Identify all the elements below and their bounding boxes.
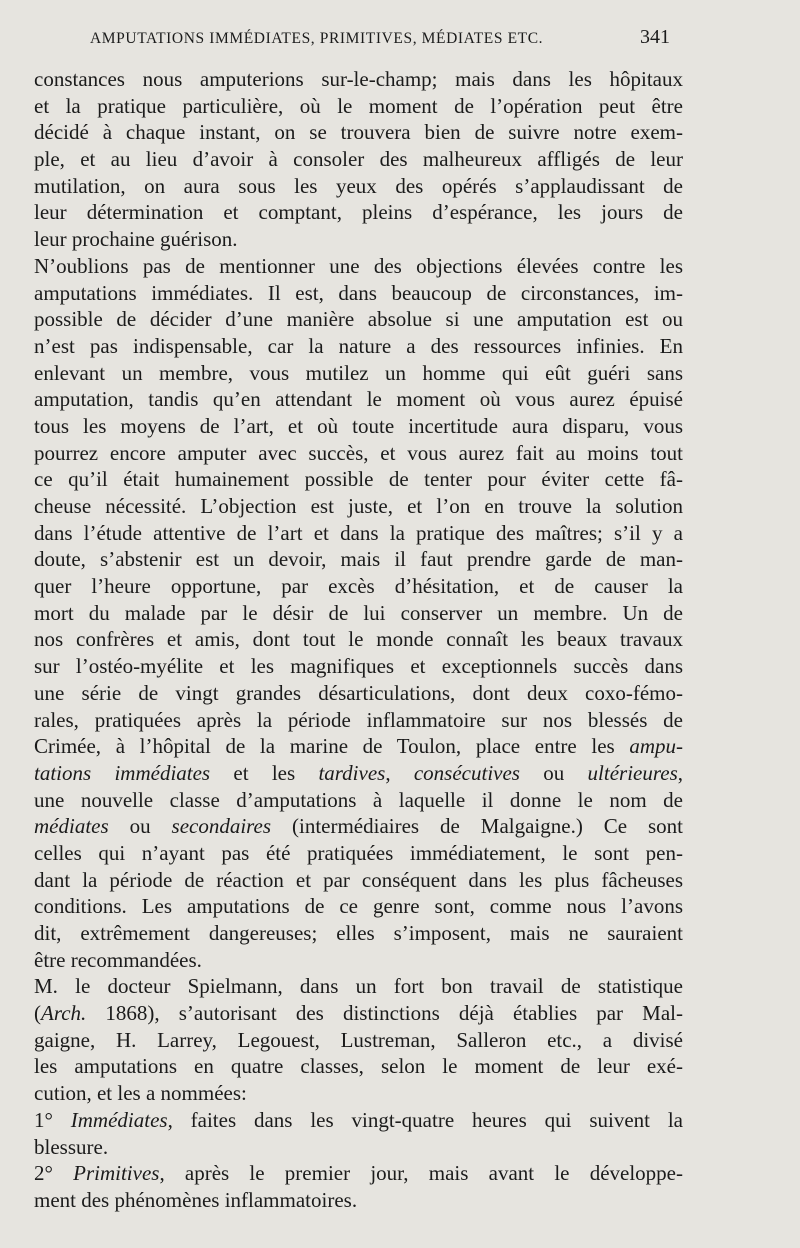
text-line <box>34 253 683 280</box>
text-segment: cution, et les a nommées: <box>34 1081 247 1106</box>
text-segment: une nouvelle classe d’amputations à laquelle il donne le nom de <box>34 787 683 812</box>
text-segment: être recommandées. <box>34 947 202 972</box>
italic-text: médiates <box>34 814 109 839</box>
text-segment: 1° <box>34 1107 71 1132</box>
text-segment: , faites dans les vingt-quatre heures qui suivent la <box>167 1107 683 1132</box>
text-segment: une série de vingt grandes désarticulations, dont deux coxo-fémo- <box>34 680 683 705</box>
text-line <box>34 413 683 440</box>
text-segment: décidé à chaque instant, on se trouvera bien de suivre notre exem- <box>34 120 683 145</box>
text-segment: ment des phénomènes inflammatoires. <box>34 1187 358 1212</box>
text-line <box>34 119 683 146</box>
text-segment: enlevant un membre, vous mutilez un homme qui eût guéri sans <box>34 360 683 385</box>
italic-text: Primitives <box>73 1161 160 1186</box>
text-segment: , <box>385 760 414 785</box>
text-line <box>34 226 683 253</box>
text-segment: ou <box>108 814 172 839</box>
text-line <box>34 920 683 947</box>
text-line <box>34 1187 683 1214</box>
text-segment: et les <box>210 760 319 785</box>
text-segment: tous les moyens de l’art, et où toute incertitude aura disparu, vous <box>34 413 683 438</box>
italic-text: ampu- <box>629 734 683 759</box>
text-segment: amputations immédiates. Il est, dans beaucoup de circonstances, im- <box>34 280 683 305</box>
text-line <box>34 840 683 867</box>
text-line <box>34 493 683 520</box>
text-segment: mort du malade par le désir de lui conserver un membre. Un de <box>34 600 683 625</box>
italic-text: tations immédiates <box>34 760 211 785</box>
text-segment: blessure. <box>34 1134 109 1159</box>
text-line <box>34 653 683 680</box>
running-title: AMPUTATIONS IMMÉDIATES, PRIMITIVES, MÉDIATES ETC. <box>90 30 544 47</box>
text-line <box>34 1080 683 1107</box>
text-line <box>34 520 683 547</box>
text-segment: Crimée, à l’hôpital de la marine de Toulon, place entre les <box>34 734 630 759</box>
text-line <box>34 1107 683 1134</box>
italic-text: ultérieures <box>587 760 678 785</box>
text-line <box>34 360 683 387</box>
text-segment: , <box>677 760 684 785</box>
text-line <box>34 813 683 840</box>
text-segment: leur détermination et comptant, pleins d’espérance, les jours de <box>34 200 683 225</box>
text-line <box>34 386 683 413</box>
text-segment: mutilation, on aura sous les yeux des opérés s’applaudissant de <box>34 173 683 198</box>
text-segment: 1868), s’autorisant des distinctions déjà établies par Mal- <box>86 1001 683 1026</box>
body-text <box>34 66 683 1214</box>
text-line <box>34 199 683 226</box>
text-line <box>34 947 683 974</box>
text-segment: ( <box>34 1001 41 1026</box>
text-segment: M. le docteur Spielmann, dans un fort bon travail de statistique <box>34 974 683 999</box>
text-segment: dans l’étude attentive de l’art et dans la pratique des maîtres; s’il y a <box>34 520 683 545</box>
text-line <box>34 546 683 573</box>
text-line <box>34 680 683 707</box>
italic-text: secondaires <box>171 814 272 839</box>
text-line <box>34 626 683 653</box>
text-segment: ple, et au lieu d’avoir à consoler des malheureux affligés de leur <box>34 147 683 172</box>
text-segment: (intermédiaires de Malgaigne.) Ce sont <box>271 814 684 839</box>
text-segment: quer l’heure opportune, par excès d’hésitation, et de causer la <box>34 574 683 599</box>
text-line <box>34 1000 683 1027</box>
text-segment: nos confrères et amis, dont tout le monde connaît les beaux travaux <box>34 627 683 652</box>
text-segment: doute, s’abstenir est un devoir, mais il faut prendre garde de man- <box>34 547 683 572</box>
text-line <box>34 440 683 467</box>
text-segment: amputation, tandis qu’en attendant le moment où vous aurez épuisé <box>34 387 683 412</box>
text-line <box>34 760 683 787</box>
text-line <box>34 867 683 894</box>
text-segment: leur prochaine guérison. <box>34 227 238 252</box>
text-segment: sur l’ostéo-myélite et les magnifiques et exceptionnels succès dans <box>34 654 683 679</box>
text-segment: N’oublions pas de mentionner une des objections élevées contre les <box>34 253 683 278</box>
text-line <box>34 306 683 333</box>
text-segment: ou <box>519 760 588 785</box>
text-segment: celles qui n’ayant pas été pratiquées immédiatement, le sont pen- <box>34 840 683 865</box>
text-line <box>34 573 683 600</box>
text-segment: possible de décider d’une manière absolue si une amputation est ou <box>34 307 683 332</box>
text-line <box>34 1134 683 1161</box>
text-segment: 2° <box>34 1161 74 1186</box>
text-line <box>34 787 683 814</box>
italic-text: consécutives <box>413 760 520 785</box>
italic-text: Immédiates <box>70 1107 168 1132</box>
text-segment: , après le premier jour, mais avant le développe- <box>159 1161 683 1186</box>
text-line <box>34 93 683 120</box>
text-line <box>34 146 683 173</box>
text-segment: les amputations en quatre classes, selon le moment de leur exé- <box>34 1054 683 1079</box>
text-line <box>34 466 683 493</box>
text-line <box>34 1160 683 1187</box>
text-segment: conditions. Les amputations de ce genre sont, comme nous l’avons <box>34 894 683 919</box>
text-line <box>34 280 683 307</box>
text-segment: n’est pas indispensable, car la nature a des ressources infinies. En <box>34 333 683 358</box>
italic-text: tardives <box>318 760 386 785</box>
text-segment: et la pratique particulière, où le moment de l’opération peut être <box>34 93 683 118</box>
text-line <box>34 973 683 1000</box>
text-segment: dit, extrêmement dangereuses; elles s’imposent, mais ne sauraient <box>34 921 683 945</box>
text-line <box>34 333 683 360</box>
text-segment: gaigne, H. Larrey, Legouest, Lustreman, Salleron etc., a divisé <box>34 1027 683 1052</box>
text-line <box>34 600 683 627</box>
text-line <box>34 707 683 734</box>
text-line <box>34 173 683 200</box>
text-line <box>34 66 683 93</box>
text-segment: constances nous amputerions sur-le-champ; mais dans les hôpitaux <box>34 67 683 91</box>
text-segment: cheuse nécessité. L’objection est juste, et l’on en trouve la solution <box>34 494 683 518</box>
text-segment: pourrez encore amputer avec succès, et vous aurez fait au moins tout <box>34 440 683 465</box>
text-line <box>34 733 683 760</box>
text-segment: ce qu’il était humainement possible de tenter pour éviter cette fâ- <box>34 467 683 492</box>
text-line <box>34 1053 683 1080</box>
text-line <box>34 893 683 920</box>
italic-text: Arch. <box>41 1001 87 1026</box>
text-line <box>34 1027 683 1054</box>
text-segment: dant la période de réaction et par conséquent dans les plus fâcheuses <box>34 867 683 892</box>
page-number: 341 <box>640 26 670 48</box>
text-segment: rales, pratiquées après la période inflammatoire sur nos blessés de <box>34 707 683 732</box>
